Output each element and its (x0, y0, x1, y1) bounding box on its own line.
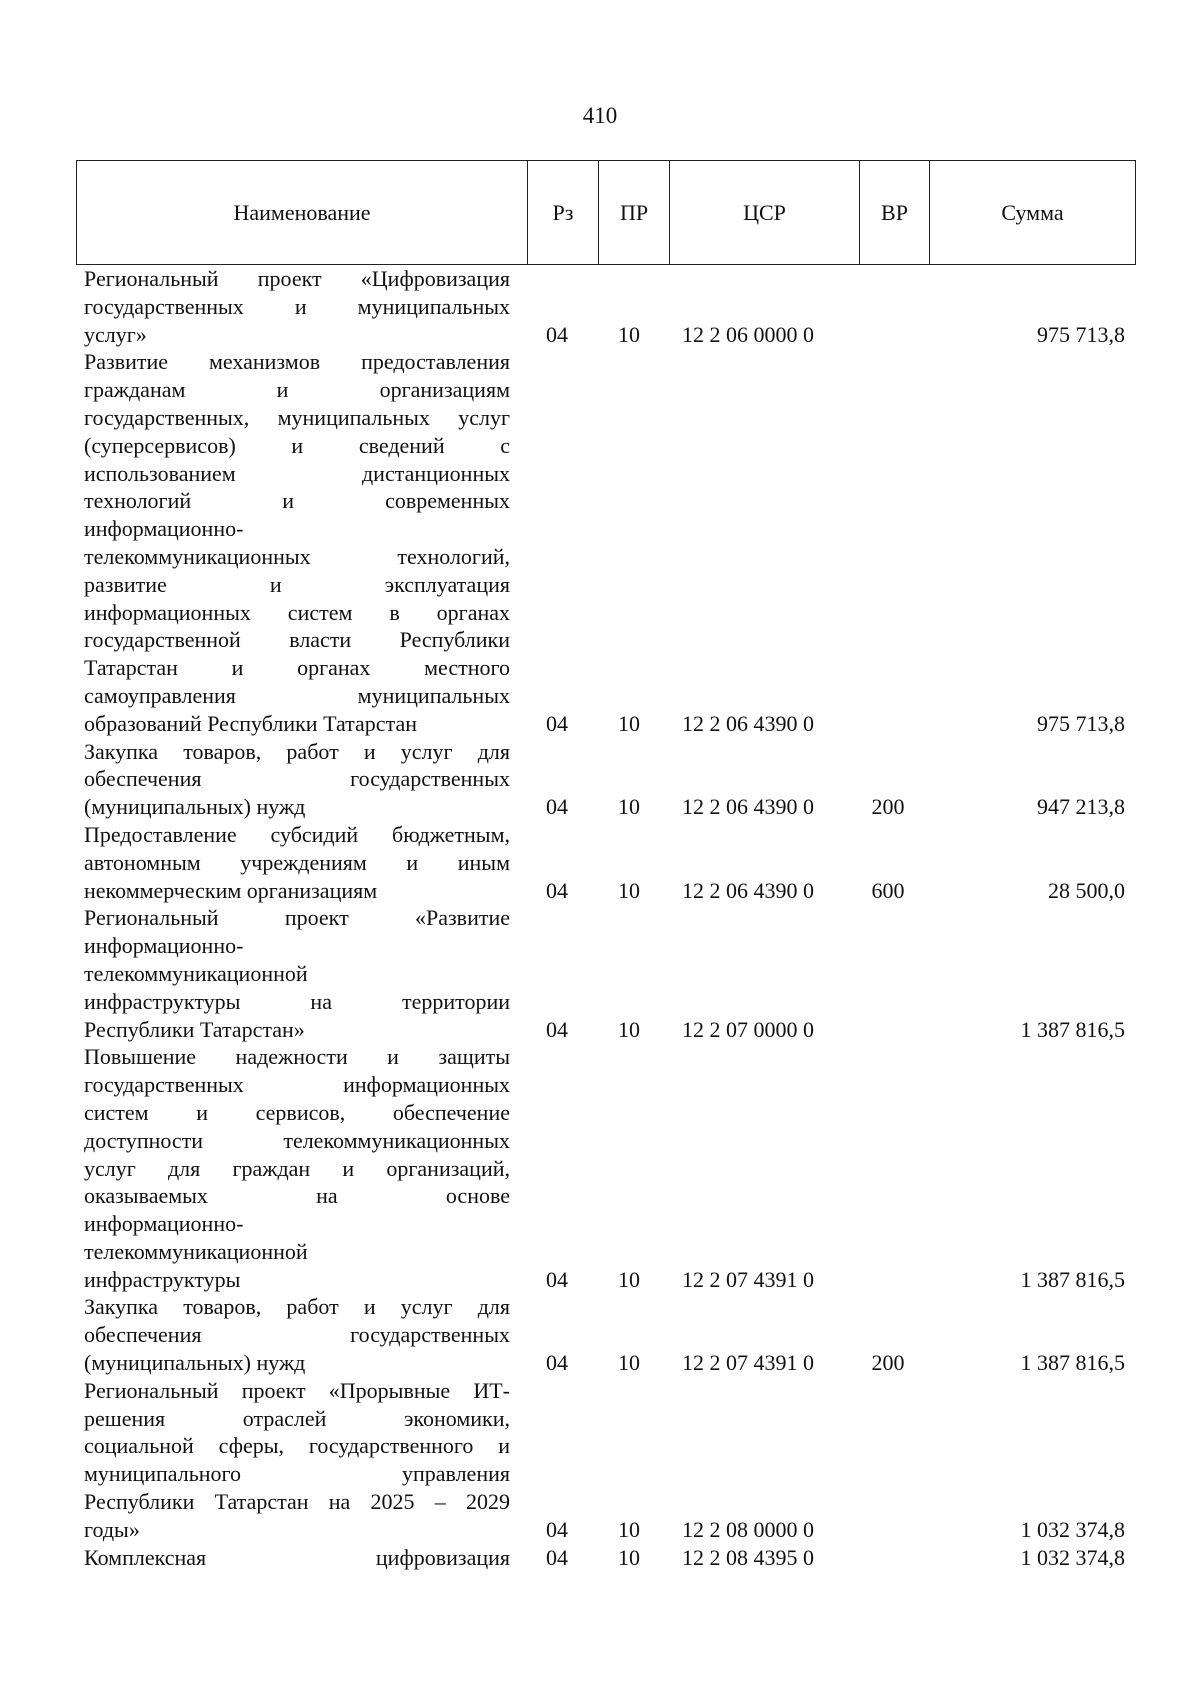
row-name-line: самоуправления муниципальных (84, 682, 510, 708)
row-name-line: информационно- (84, 1211, 244, 1237)
row-pr: 10 (618, 794, 640, 820)
row-name (84, 1544, 510, 1572)
row-name-line: решения отраслей экономики, (84, 1405, 510, 1431)
row-name-line: Региональный проект «Прорывные ИТ- (84, 1377, 510, 1403)
table-row (0, 1293, 1200, 1376)
row-name-line: развитие и эксплуатация (84, 571, 510, 597)
row-name-line: услуг» (84, 321, 147, 347)
row-name-line: Региональный проект «Развитие (84, 905, 510, 931)
row-csr: 12 2 07 4391 0 (682, 1350, 814, 1376)
row-name (84, 265, 510, 348)
row-rz: 04 (546, 1516, 568, 1542)
row-name (84, 1043, 510, 1293)
header-name: Наименование (77, 161, 528, 265)
row-name-line: использованием дистанционных (84, 460, 510, 486)
header-csr: ЦСР (670, 161, 860, 265)
header-vr: ВР (860, 161, 930, 265)
row-csr: 12 2 07 4391 0 (682, 1266, 814, 1292)
row-rz: 04 (546, 1544, 568, 1570)
budget-table-body (0, 265, 1200, 1571)
row-name-line: некоммерческим организациям (84, 877, 378, 903)
row-sum: 28 500,0 (1048, 877, 1125, 903)
row-pr: 10 (618, 1350, 640, 1376)
row-name-line: (муниципальных) нужд (84, 794, 306, 820)
row-vr: 600 (871, 877, 905, 903)
row-name-line: оказываемых на основе (84, 1183, 510, 1209)
row-name-line: автономным учреждениям и иным (84, 849, 510, 875)
row-name (84, 348, 510, 737)
row-csr: 12 2 06 4390 0 (682, 877, 814, 903)
row-name-line: Развитие механизмов предоставления (84, 349, 510, 375)
row-name-line: информационных систем в органах (84, 599, 510, 625)
table-row (0, 738, 1200, 821)
row-sum: 1 387 816,5 (1020, 1016, 1125, 1042)
row-sum: 1 032 374,8 (1020, 1544, 1125, 1570)
row-sum: 975 713,8 (1037, 710, 1125, 736)
row-name (84, 738, 510, 821)
row-name-line: Закупка товаров, работ и услуг для (84, 738, 510, 764)
table-row (0, 1544, 1200, 1572)
row-name-line: Комплексная цифровизация (84, 1544, 510, 1570)
row-name-line: образований Республики Татарстан (84, 710, 417, 736)
row-pr: 10 (618, 1516, 640, 1542)
row-sum: 1 387 816,5 (1020, 1350, 1125, 1376)
row-sum: 1 032 374,8 (1020, 1516, 1125, 1542)
row-csr: 12 2 08 4395 0 (682, 1544, 814, 1570)
row-pr: 10 (618, 877, 640, 903)
row-name-line: годы» (84, 1516, 140, 1542)
row-name-line: муниципального управления (84, 1461, 510, 1487)
row-name-line: обеспечения государственных (84, 766, 510, 792)
row-sum: 1 387 816,5 (1020, 1266, 1125, 1292)
row-csr: 12 2 06 0000 0 (682, 321, 814, 347)
row-name-line: Повышение надежности и защиты (84, 1044, 510, 1070)
row-name-line: доступности телекоммуникационных (84, 1127, 510, 1153)
row-rz: 04 (546, 1350, 568, 1376)
row-pr: 10 (618, 321, 640, 347)
row-name (84, 1293, 510, 1376)
row-name-line: технологий и современных (84, 488, 510, 514)
row-pr: 10 (618, 710, 640, 736)
row-name-line: государственных информационных (84, 1072, 510, 1098)
row-name-line: телекоммуникационных технологий, (84, 543, 510, 569)
row-pr: 10 (618, 1016, 640, 1042)
row-name (84, 1377, 510, 1544)
row-name-line: гражданам и организациям (84, 377, 510, 403)
row-rz: 04 (546, 877, 568, 903)
row-vr: 200 (871, 1350, 905, 1376)
table-header (76, 160, 1136, 265)
row-name-line: обеспечения государственных (84, 1322, 510, 1348)
row-name-line: государственных, муниципальных услуг (84, 404, 510, 430)
header-sum: Сумма (930, 161, 1136, 265)
row-name-line: (суперсервисов) и сведений с (84, 432, 510, 458)
row-pr: 10 (618, 1544, 640, 1570)
row-vr: 200 (871, 794, 905, 820)
row-name-line: систем и сервисов, обеспечение (84, 1099, 510, 1125)
row-sum: 975 713,8 (1037, 321, 1125, 347)
row-name-line: Республики Татарстан на 2025 – 2029 (84, 1489, 510, 1515)
row-name-line: государственных и муниципальных (84, 293, 510, 319)
row-name-line: телекоммуникационной (84, 960, 308, 986)
row-csr: 12 2 06 4390 0 (682, 794, 814, 820)
header-pr: ПР (599, 161, 670, 265)
table-row (0, 348, 1200, 737)
table-row (0, 265, 1200, 348)
row-name (84, 904, 510, 1043)
row-name-line: (муниципальных) нужд (84, 1350, 306, 1376)
table-row (0, 904, 1200, 1043)
row-name-line: Региональный проект «Цифровизация (84, 266, 510, 291)
row-name-line: Предоставление субсидий бюджетным, (84, 821, 510, 847)
page-number: 410 (582, 103, 618, 128)
header-rz: Рз (528, 161, 599, 265)
row-name-line: социальной сферы, государственного и (84, 1433, 510, 1459)
row-name-line: информационно- (84, 933, 244, 959)
row-csr: 12 2 08 0000 0 (682, 1516, 814, 1542)
row-rz: 04 (546, 1016, 568, 1042)
row-name-line: телекоммуникационной (84, 1238, 308, 1264)
row-name-line: инфраструктуры на территории (84, 988, 510, 1014)
row-sum: 947 213,8 (1037, 794, 1125, 820)
row-rz: 04 (546, 710, 568, 736)
row-name (84, 821, 510, 904)
row-csr: 12 2 07 0000 0 (682, 1016, 814, 1042)
row-name-line: Закупка товаров, работ и услуг для (84, 1294, 510, 1320)
row-name-line: инфраструктуры (84, 1266, 241, 1292)
row-name-line: услуг для граждан и организаций, (84, 1155, 510, 1181)
row-rz: 04 (546, 321, 568, 347)
table-row (0, 1377, 1200, 1544)
row-name-line: информационно- (84, 516, 244, 542)
row-pr: 10 (618, 1266, 640, 1292)
row-name-line: Республики Татарстан» (84, 1016, 305, 1042)
table-row (0, 821, 1200, 904)
row-rz: 04 (546, 794, 568, 820)
row-rz: 04 (546, 1266, 568, 1292)
table-row (0, 1043, 1200, 1293)
row-name-line: государственной власти Республики (84, 627, 510, 653)
row-csr: 12 2 06 4390 0 (682, 710, 814, 736)
row-name-line: Татарстан и органах местного (84, 655, 510, 681)
